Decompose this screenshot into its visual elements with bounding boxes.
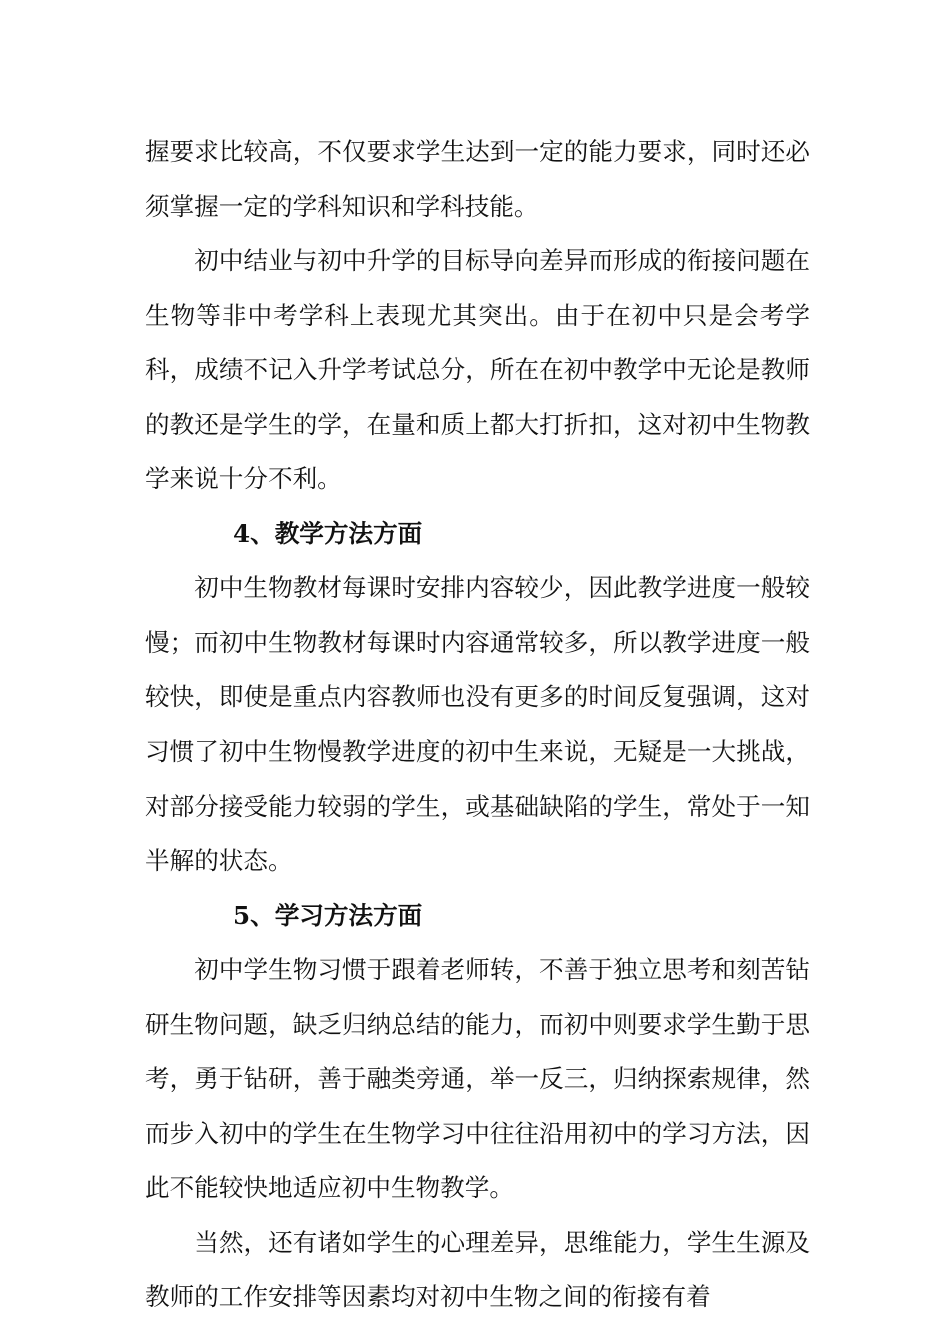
- paragraph-continuation: 握要求比较高，不仅要求学生达到一定的能力要求，同时还必须掌握一定的学科知识和学科技能。: [145, 137, 810, 221]
- document-body: [145, 125, 810, 1325]
- paragraph-learning-methods: 初中学生物习惯于跟着老师转，不善于独立思考和刻苦钻研生物问题，缺乏归纳总结的能力，而初中则要求学生勤于思考，勇于钻研，善于融类旁通，举一反三，归纳探索规律，然而步入初中的学生在生物学习中往往沿用初中的学习方法，因此不能较快地适应初中生物教学。: [145, 955, 810, 1203]
- section-heading-teaching-methods: 4、教学方法方面: [233, 518, 423, 548]
- section-heading-learning-methods: 5、学习方法方面: [233, 900, 423, 930]
- paragraph-teaching-methods: 初中生物教材每课时安排内容较少，因此教学进度一般较慢；而初中生物教材每课时内容通常较多，所以教学进度一般较快，即使是重点内容教师也没有更多的时间反复强调，这对习惯了初中生物慢教学进度的初中生来说，无疑是一大挑战，对部分接受能力较弱的学生，或基础缺陷的学生，常处于一知半解的状态。: [145, 573, 810, 876]
- paragraph-exam-orientation: 初中结业与初中升学的目标导向差异而形成的衔接问题在生物等非中考学科上表现尤其突出。由于在初中只是会考学科，成绩不记入升学考试总分，所在在初中教学中无论是教师的教还是学生的学，在量和质上都大打折扣，这对初中生物教学来说十分不利。: [145, 246, 810, 494]
- paragraph-other-factors: 当然，还有诸如学生的心理差异，思维能力，学生生源及教师的工作安排等因素均对初中生物之间的衔接有着: [145, 1227, 810, 1312]
